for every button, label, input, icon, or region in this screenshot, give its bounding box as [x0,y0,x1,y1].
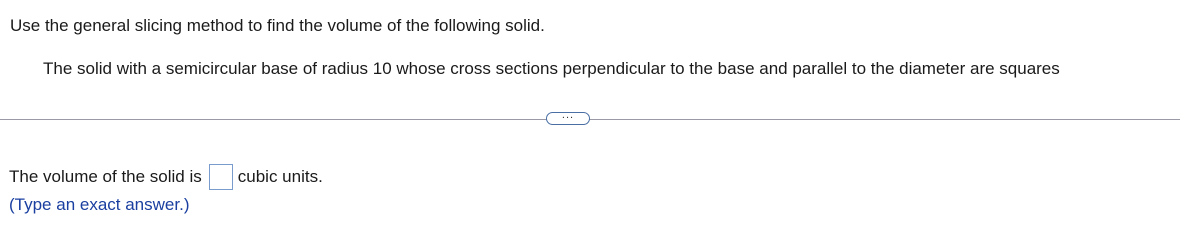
question-description: The solid with a semicircular base of radius 10 whose cross sections perpendicular to the base and parallel to the diameter are squares [43,59,1060,78]
answer-prefix: The volume of the solid is [9,167,202,186]
divider [0,119,1180,120]
answer-hint: (Type an exact answer.) [9,195,190,214]
answer-units: cubic units. [237,167,323,186]
answer-row [9,163,323,191]
ellipsis-icon: ... [561,109,575,121]
show-more-button[interactable] [546,109,590,125]
answer-input[interactable] [209,164,233,190]
question-instruction: Use the general slicing method to find the volume of the following solid. [10,16,545,35]
